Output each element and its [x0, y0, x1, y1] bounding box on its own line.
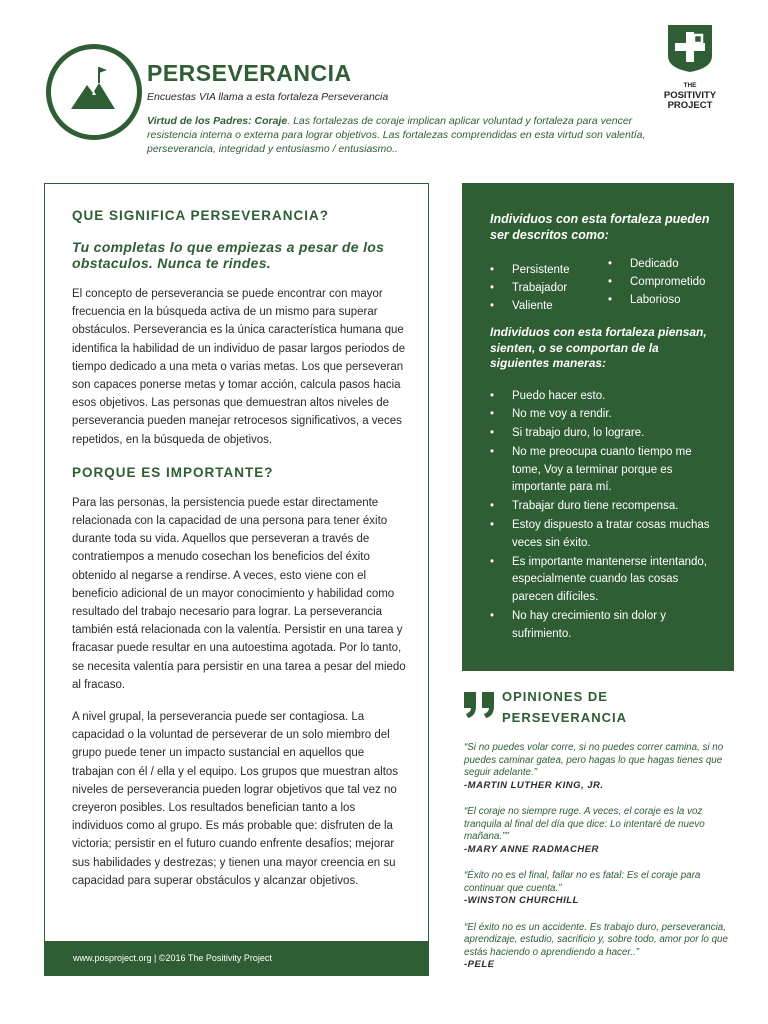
trait-item: • Trabajador — [490, 279, 608, 297]
quote-mark-icon — [462, 690, 498, 720]
behavior-item: • No me voy a rendir. — [490, 406, 720, 424]
opinions-heading-line-2: PERSEVERANCIA — [502, 710, 627, 725]
paragraph-importance-individual: Para las personas, la persistencia puede estar directamente relacionada con la capacidad de una persona para tener éxito durante toda su vida. Aquellos que perseveran a través de contratiempos a menudo cosechan los beneficios del éxito obtenido al negarse a rendirse. A veces, esto viene con el beneficio adicional de un mayor conocimiento y habilidad como resultado del trabajo necesario para lograr. La perseverancia también está relacionada con la valentía. Persistir en una tarea y fracasar puede resultar en una autoestima agotada. Por lo tanto, se necesita valentía para persistir en una tarea a pesar del miedo al fracaso. — [72, 496, 406, 691]
quote-text: “Éxito no es el final, fallar no es fatal: Es el coraje para continuar que cuenta.” — [464, 870, 701, 894]
page-subtitle: Encuestas VIA llama a esta fortaleza Perseverancia — [147, 91, 389, 103]
traits-list-right — [608, 255, 720, 315]
logo-line-3: PROJECT — [667, 100, 713, 111]
traits-list-left — [490, 261, 608, 315]
behavior-item: • Si trabajo duro, lo lograre. — [490, 425, 720, 443]
quote-author: -MARY ANNE RADMACHER — [464, 843, 599, 855]
traits-panel — [462, 183, 734, 671]
opinions-heading-line-1: OPINIONES DE — [502, 689, 608, 704]
section-heading-meaning: QUE SIGNIFICA PERSEVERANCIA? — [72, 208, 330, 223]
quote-author: -PELE — [464, 959, 495, 970]
trait-item: • Valiente — [490, 297, 608, 315]
mountain-flag-icon — [51, 49, 137, 135]
quote-author: -MARTIN LUTHER KING, JR. — [464, 779, 604, 791]
quote-text: “Si no puedes volar corre, si no puedes correr camina, si no puedes caminar gatea, pero hagas lo que hagas tienes que seguir adelante.” — [464, 742, 724, 778]
logo-line-2: POSITIVITY — [663, 90, 717, 101]
virtue-label: Virtud de los Padres: Coraje — [147, 115, 288, 127]
quotes-list — [464, 742, 734, 986]
footer-bar — [45, 941, 428, 975]
quote-text: “El coraje no siempre ruge. A veces, el coraje es la voz tranquila al final del día que dice: Lo intentaré de nuevo mañana.”” — [464, 806, 705, 842]
lead-statement: Tu completas lo que empiezas a pesar de los obstaculos. Nunca te rindes. — [72, 239, 385, 271]
behavior-item: • Trabajar duro tiene recompensa. — [490, 498, 720, 516]
page-title: PERSEVERANCIA — [147, 60, 352, 86]
trait-item: • Laborioso — [608, 291, 720, 309]
behavior-item: • Es importante mantenerse intentando, especialmente cuando las cosas parecen difíciles. — [490, 554, 720, 607]
paragraph-meaning: El concepto de perseverancia se puede encontrar con mayor frecuencia en la búsqueda activa de un mismo para superar obstáculos. Perseverancia es la única característica humana que identifica la habilidad de un individuo de pasar largos periodos de tiempo dedicado a una meta o varias metas. Los que perseveran son capaces ponerse metas y tomar acción, calcula pasos hacia esos objetivos. Las personas que demuestran altos niveles de perseverancia pueden manejar retrocesos significativos, a veces repetidos, en la búsqueda de objetivos. — [72, 288, 406, 446]
positivity-cross-shield-icon — [665, 22, 715, 74]
traits-panel-content — [490, 211, 720, 645]
trait-item: • Persistente — [490, 261, 608, 279]
quote-author: -WINSTON CHURCHILL — [464, 895, 579, 906]
logo-text — [650, 81, 730, 111]
quote-text: “El éxito no es un accidente. Es trabajo duro, perseverancia, aprendizaje, estudio, sacrificio y, sobre todo, amor por lo que estás haciendo o aprendiendo a hacer..” — [464, 921, 728, 958]
opinions-heading — [502, 686, 627, 728]
behavior-item: • No me preocupa cuanto tiempo me tome, Voy a terminar porque es importante para mí. — [490, 444, 720, 497]
main-content — [72, 208, 407, 902]
strength-badge — [46, 44, 142, 140]
behavior-item: • Puedo hacer esto. — [490, 388, 720, 406]
paragraph-importance-group: A nivel grupal, la perseverancia puede ser contagiosa. La capacidad o la voluntad de perseverar de un solo miembro del grupo puede tener un impacto sustancial en aquellos que trabajan con él / ella y el equipo. Los grupos que muestran altos niveles de perseverancia pueden lograr objetivos que tal vez no creyeron posibles. Los resultados benefician tanto a los individuos como al grupo. Es más probable que: disfruten de la victoria; persistir en el futuro cuando enfrente desafíos; mejorar sus habilidades y destrezas; y tienen una mayor creencia en su capacidad para superar obstáculos y alcanzar objetivos. — [72, 711, 399, 887]
behaviors-list — [490, 388, 720, 644]
traits-heading: Individuos con esta fortaleza pueden ser descritos como: — [490, 212, 710, 242]
footer-text: www.posproject.org | ©2016 The Positivity Project — [73, 953, 272, 963]
behavior-item: • Estoy dispuesto a tratar cosas muchas veces sin éxito. — [490, 517, 720, 553]
virtue-description — [147, 114, 657, 156]
positivity-project-logo — [650, 22, 730, 111]
trait-item: • Dedicado — [608, 255, 720, 273]
behaviors-heading: Individuos con esta fortaleza piensan, sienten, o se comportan de la siguientes maneras: — [490, 325, 707, 370]
trait-item: • Comprometido — [608, 273, 720, 291]
logo-line-1: THE — [683, 82, 697, 89]
behavior-item: • No hay crecimiento sin dolor y sufrimiento. — [490, 608, 720, 644]
main-content-box — [44, 183, 429, 976]
virtue-text: . Las fortalezas de coraje implican aplicar voluntad y fortaleza para vencer resistencia interna o externa para lograr objetivos. Las fortalezas comprendidas en esta virtud son valentía, perseverancia, integridad y entusiasmo / entusiasmo.. — [147, 115, 646, 155]
traits-columns — [490, 259, 720, 315]
section-heading-importance: PORQUE ES IMPORTANTE? — [72, 464, 274, 480]
